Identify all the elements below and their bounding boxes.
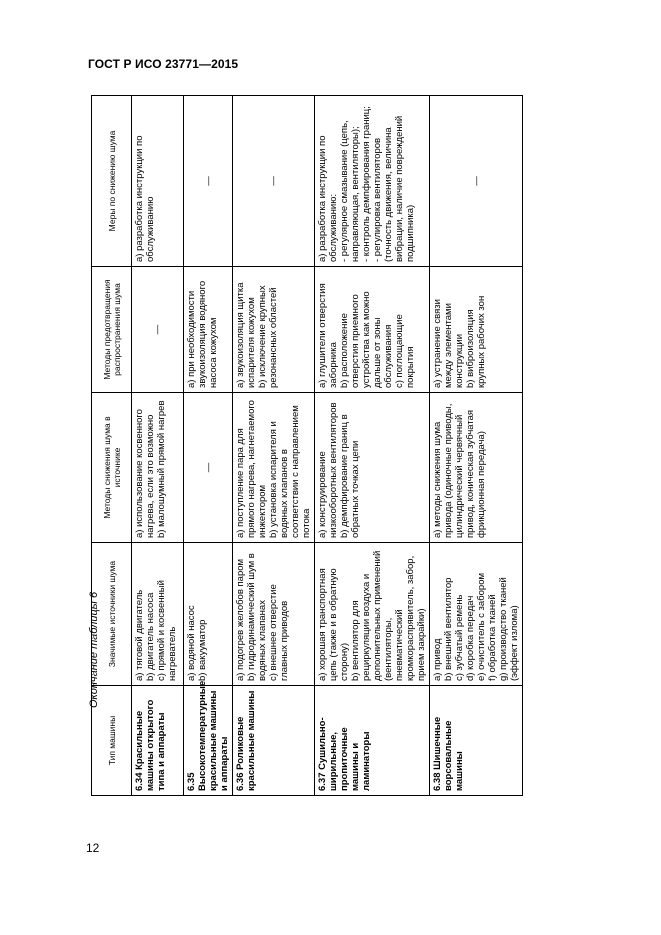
prevention-cell [132,267,184,393]
source-methods-cell [233,393,315,543]
cell-line: b) вентилятор для рециркуляции воздуха и дополнительных применений (вентиляторы, пневматический кромкораспрявитель, забор, прием закрайки) [350,550,427,681]
cell-line: b) гидродинамический шум в водяных клапанах [246,553,268,681]
col-header-prevention: Методы предотвращения распространения шума [92,267,132,393]
cell-line: e) очиститель с забором [476,572,487,681]
table-row [233,96,315,796]
cell-line: a) методы снижения шума привода (одиночные приводы, цилиндрический червячный привод, коническая зубчатая фрикционная передача) [432,403,487,538]
measures-cell [184,96,233,267]
measures-cell [430,96,523,267]
measures-cell [233,96,315,267]
cell-line: g) производство тканей (эффект излома) [498,577,520,681]
cell-line: c) поглощающие покрытия [394,314,416,388]
cell-line: a) подогрев желобов паром [235,558,246,681]
table-row [315,96,430,796]
measures-cell [132,96,184,267]
source-methods-cell [132,393,184,543]
table-row [132,96,184,796]
machine-type-cell: 6.35 Высокотемпературные красильные машины и аппараты [184,686,233,796]
cell-line: — [268,176,279,186]
cell-line: b) малошумный прямой нагрев [156,400,167,538]
machine-type-cell: 6.37 Сушильно-ширильные, пропиточные машины и ламинаторы [315,686,430,796]
cell-line: — [470,176,482,186]
source-methods-cell [315,393,430,543]
cell-line: b) виброизоляция крупных рабочих зон [465,295,487,388]
cell-line: b) демпфирование границ в обратных точках цепи [339,414,361,538]
table-header-row [92,96,132,796]
cell-line: c) зубчатый ремень [454,594,465,681]
page-number: 12 [86,841,100,855]
sources-cell [233,543,315,686]
col-header-source-methods: Методы снижения шума в источнике [92,393,132,543]
cell-line: a) при необходимости звукоизоляция водяного насоса кожухом [186,280,219,388]
prevention-cell [315,267,430,393]
cell-line: a) использование косвенного нагрева, если это возможно [134,409,156,538]
sources-cell [132,543,184,686]
table-row [430,96,523,796]
cell-line: a) водяной насос [186,605,197,681]
cell-line: b) двигатель насоса [145,592,156,681]
cell-line: a) звукоизоляция щитка испарителя кожухом [235,282,257,388]
cell-line: — [202,462,214,473]
col-header-measures: Меры по снижению шума [92,96,132,267]
sources-cell [430,543,523,686]
cell-line: - регулировка вентиляторов (точность движения, величина вибрации, наличие повреждений подшипника) [372,115,416,262]
cell-line: a) конструирование низкооборотных вентиляторов [317,402,339,538]
cell-line: d) коробка передач [465,595,476,681]
cell-line: b) исключение крупных резонансных областей [257,285,279,388]
cell-line: b) внешний вентилятор [443,577,454,681]
cell-line: — [202,176,214,186]
cell-line: b) установка испарителя и водяных клапанов в соответствии с направлением потока [268,405,312,538]
cell-line: - контроль демпфирования границ; [361,106,372,262]
cell-line: c) прямой и косвенный нагреватель [156,580,178,681]
cell-line: a) хорошая транспортная цепь (также и в обратную сторону) [317,568,350,681]
rotated-table-container [91,96,520,796]
machine-type-cell: 6.38 Шишечные ворсовальные машины [430,686,523,796]
cell-line: — [152,324,163,335]
cell-line: f) обработка тканей [487,594,498,681]
prevention-cell [184,267,233,393]
measures-cell [315,96,430,267]
table-caption: Окончание таблицы 6 [88,591,100,708]
cell-line: a) разработка инструкции по обслуживанию: [317,135,339,262]
table-row [184,96,233,796]
cell-line: - регулярное смазывание (цепь, направляющая, вентиляторы); [339,120,361,262]
cell-line: a) глушители отверстия заборника [317,283,339,388]
cell-line: a) разработка инструкции по обслуживанию [134,135,156,262]
source-methods-cell [184,393,233,543]
machine-type-cell: 6.36 Роликовые красильные машины [233,686,315,796]
cell-line: a) привод [432,638,443,681]
machine-type-cell: 6.34 Красильные машины открытого типа и аппараты [132,686,184,796]
cell-line: a) поступление пара для прямого нагрева, нагнетаемого инжектором [235,400,268,538]
cell-line: b) расположение отверстия приемного устройства как можно дальше от зоны обслуживания [339,291,394,388]
sources-cell [315,543,430,686]
prevention-cell [430,267,523,393]
cell-line: b) вакууматор [197,619,208,681]
sources-cell [184,543,233,686]
document-header: ГОСТ Р ИСО 23771—2015 [88,57,239,71]
source-methods-cell [430,393,523,543]
cell-line: a) тяговой двигатель [134,589,145,681]
noise-table [91,95,523,796]
col-header-sources: Значимые источники шума [92,543,132,686]
col-header-type: Тип машины [92,686,132,796]
prevention-cell [233,267,315,393]
cell-line: a) устранение связи между элементами конструкции [432,299,465,388]
cell-line: c) внешнее отверстие главных приводов [268,584,290,681]
